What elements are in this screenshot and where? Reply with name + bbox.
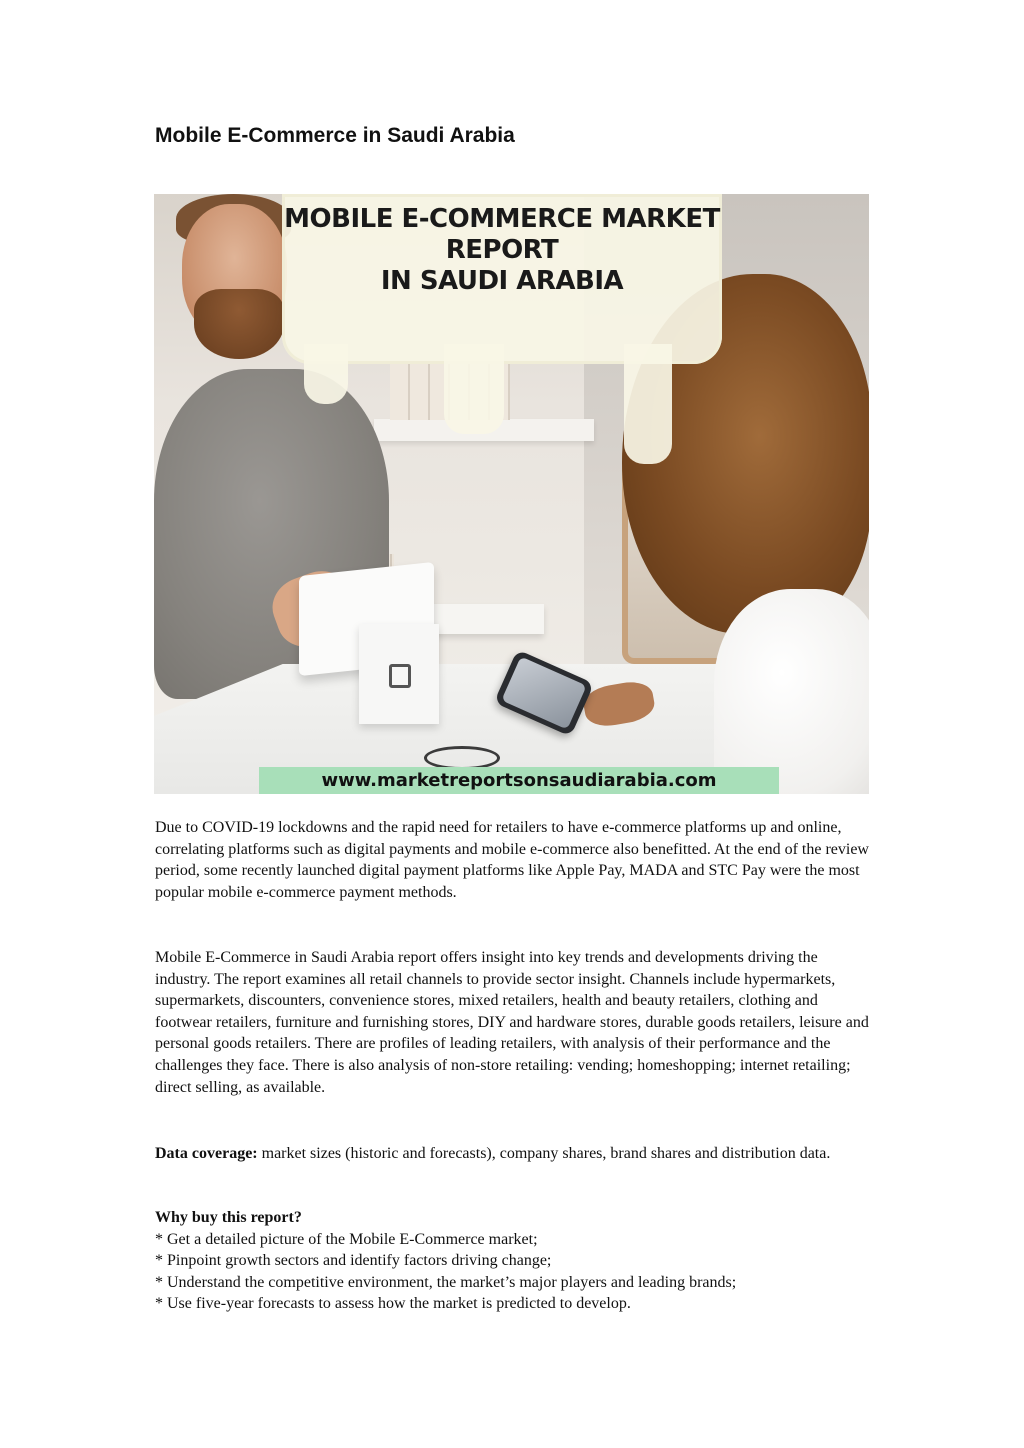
banner-line: REPORT [445,235,559,265]
square-logo-icon [389,664,411,688]
data-coverage-label: Data coverage: [155,1145,258,1162]
man-beard [194,289,284,359]
banner-text [282,204,722,297]
woman-figure [714,589,869,794]
banner-drip [444,344,504,434]
list-item: * Pinpoint growth sectors and identify factors driving change; [155,1252,552,1270]
page-title: Mobile E-Commerce in Saudi Arabia [155,124,515,147]
paragraph-data-coverage [155,1143,875,1165]
hero-image [154,194,869,794]
banner-drip [624,344,672,464]
website-url: www.marketreportsonsaudiarabia.com [259,767,779,794]
list-item: * Get a detailed picture of the Mobile E-Commerce market; [155,1230,538,1248]
banner-drip [304,344,348,404]
banner-line: IN SAUDI ARABIA [380,266,624,296]
paragraph-report-overview: Mobile E-Commerce in Saudi Arabia report offers insight into key trends and developments driving the industry. The report examines all retail channels to provide sector insight. Channels include hypermarkets, supermarkets, discounters, convenience stores, mixed retailers, health and beauty retailers, clothing and footwear retailers, furniture and furnishing stores, DIY and hardware stores, durable goods retailers, leisure and personal goods retailers. There are profiles of leading retailers, with analysis of their performance and the challenges they face. There is also analysis of non-store retailing: vending; homeshopping; internet retailing; direct selling, as available. [155,949,869,1096]
why-buy-section [155,1207,875,1315]
data-coverage-text: market sizes (historic and forecasts), company shares, brand shares and distribution data. [257,1145,831,1162]
list-item: * Understand the competitive environment, the market’s major players and leading brands; [155,1273,737,1291]
paragraph-covid: Due to COVID-19 lockdowns and the rapid need for retailers to have e-commerce platforms up and online, correlating platforms such as digital payments and mobile e-commerce also benefitted. At the end of the review period, some recently launched digital payment platforms like Apple Pay, MADA and STC Pay were the most popular mobile e-commerce payment methods. [155,819,869,901]
list-item: * Use five-year forecasts to assess how the market is predicted to develop. [155,1295,631,1313]
why-buy-heading: Why buy this report? [155,1209,302,1226]
banner-line: MOBILE E-COMMERCE MARKET [284,204,720,234]
